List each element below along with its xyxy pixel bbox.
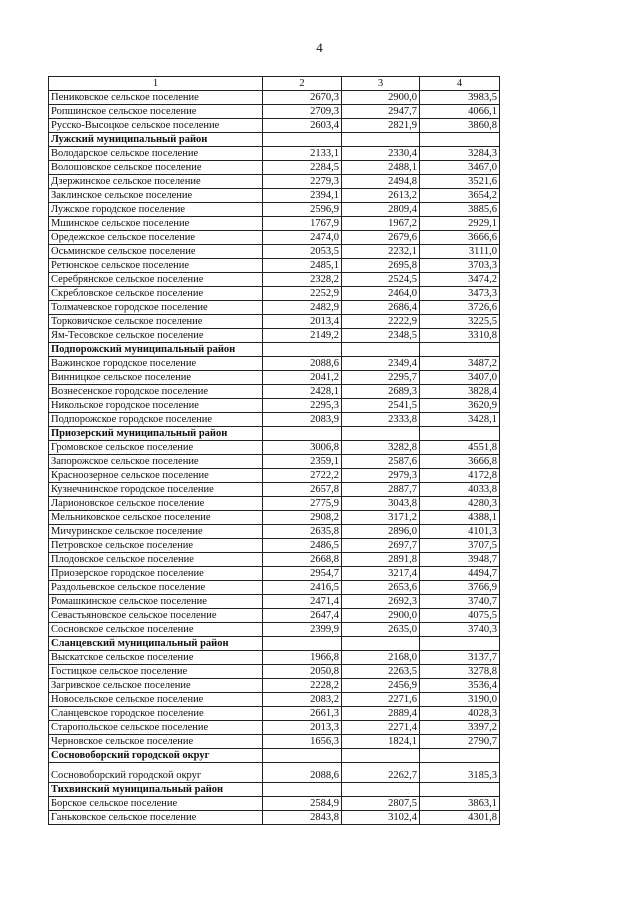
settlement-name: Сосновоборский городской округ xyxy=(49,763,263,783)
settlement-name: Красноозерное сельское поселение xyxy=(49,469,263,483)
table-row xyxy=(49,721,500,735)
column-header-3: 3 xyxy=(342,77,420,91)
empty-cell xyxy=(263,343,342,357)
value-col2: 2133,1 xyxy=(263,147,342,161)
value-col2: 2775,9 xyxy=(263,497,342,511)
settlement-name: Раздольевское сельское поселение xyxy=(49,581,263,595)
table-row xyxy=(49,231,500,245)
value-col3: 2692,3 xyxy=(342,595,420,609)
value-col2: 2647,4 xyxy=(263,609,342,623)
settlement-name: Дзержинское сельское поселение xyxy=(49,175,263,189)
value-col3: 2349,4 xyxy=(342,357,420,371)
value-col2: 2908,2 xyxy=(263,511,342,525)
settlement-name: Торковичское сельское поселение xyxy=(49,315,263,329)
value-col4: 3397,2 xyxy=(420,721,500,735)
value-col4: 3190,0 xyxy=(420,693,500,707)
settlement-name: Подпорожское городское поселение xyxy=(49,413,263,427)
value-col3: 2456,9 xyxy=(342,679,420,693)
settlement-name: Петровское сельское поселение xyxy=(49,539,263,553)
value-col2: 2279,3 xyxy=(263,175,342,189)
value-col2: 2722,2 xyxy=(263,469,342,483)
empty-cell xyxy=(420,783,500,797)
value-col4: 4280,3 xyxy=(420,497,500,511)
value-col3: 2464,0 xyxy=(342,287,420,301)
value-col2: 2596,9 xyxy=(263,203,342,217)
empty-cell xyxy=(342,343,420,357)
value-col2: 1656,3 xyxy=(263,735,342,749)
empty-cell xyxy=(342,783,420,797)
table-row xyxy=(49,189,500,203)
value-col4: 3885,6 xyxy=(420,203,500,217)
value-col3: 2295,7 xyxy=(342,371,420,385)
settlement-name: Мичуринское сельское поселение xyxy=(49,525,263,539)
district-row xyxy=(49,783,500,797)
value-col4: 3185,3 xyxy=(420,763,500,783)
value-col2: 2482,9 xyxy=(263,301,342,315)
value-col2: 2428,1 xyxy=(263,385,342,399)
settlement-name: Лужское городское поселение xyxy=(49,203,263,217)
settlement-name: Выскатское сельское поселение xyxy=(49,651,263,665)
table-row xyxy=(49,175,500,189)
value-col2: 2474,0 xyxy=(263,231,342,245)
value-col2: 3006,8 xyxy=(263,441,342,455)
value-col3: 2686,4 xyxy=(342,301,420,315)
settlement-name: Оредежское сельское поселение xyxy=(49,231,263,245)
table-row xyxy=(49,693,500,707)
column-header-2: 2 xyxy=(263,77,342,91)
value-col3: 2896,0 xyxy=(342,525,420,539)
value-col4: 3473,3 xyxy=(420,287,500,301)
page-number: 4 xyxy=(316,40,323,55)
settlement-name: Пениковское сельское поселение xyxy=(49,91,263,105)
value-col3: 2900,0 xyxy=(342,91,420,105)
value-col4: 4075,5 xyxy=(420,609,500,623)
settlement-name: Сосновское сельское поселение xyxy=(49,623,263,637)
settlement-name: Севастьяновское сельское поселение xyxy=(49,609,263,623)
value-col3: 2271,6 xyxy=(342,693,420,707)
settlement-name: Скребловское сельское поселение xyxy=(49,287,263,301)
table-row xyxy=(49,91,500,105)
header-row xyxy=(49,77,500,91)
table-row xyxy=(49,399,500,413)
table-row xyxy=(49,483,500,497)
table-row xyxy=(49,315,500,329)
table-row xyxy=(49,679,500,693)
settlement-name: Запорожское сельское поселение xyxy=(49,455,263,469)
table-body xyxy=(49,77,500,825)
value-col3: 1967,2 xyxy=(342,217,420,231)
table-row xyxy=(49,385,500,399)
value-col4: 3726,6 xyxy=(420,301,500,315)
district-name: Сосновоборский городской округ xyxy=(49,749,263,763)
settlement-name: Громовское сельское поселение xyxy=(49,441,263,455)
value-col4: 3666,6 xyxy=(420,231,500,245)
value-col2: 2088,6 xyxy=(263,357,342,371)
empty-cell xyxy=(420,133,500,147)
table-row xyxy=(49,623,500,637)
value-col3: 2679,6 xyxy=(342,231,420,245)
settlement-name: Ретюнское сельское поселение xyxy=(49,259,263,273)
value-col2: 2083,2 xyxy=(263,693,342,707)
value-col4: 3225,5 xyxy=(420,315,500,329)
value-col2: 2668,8 xyxy=(263,553,342,567)
value-col4: 3703,3 xyxy=(420,259,500,273)
settlement-name: Сланцевское городское поселение xyxy=(49,707,263,721)
value-col4: 3863,1 xyxy=(420,797,500,811)
value-col2: 2486,5 xyxy=(263,539,342,553)
value-col4: 4494,7 xyxy=(420,567,500,581)
value-col3: 3102,4 xyxy=(342,811,420,825)
value-col3: 2524,5 xyxy=(342,273,420,287)
value-col3: 2613,2 xyxy=(342,189,420,203)
value-col3: 2821,9 xyxy=(342,119,420,133)
settlement-name: Никольское городское поселение xyxy=(49,399,263,413)
value-col3: 2541,5 xyxy=(342,399,420,413)
value-col3: 2900,0 xyxy=(342,609,420,623)
table-row xyxy=(49,511,500,525)
table-row xyxy=(49,763,500,783)
value-col3: 2348,5 xyxy=(342,329,420,343)
value-col3: 2494,8 xyxy=(342,175,420,189)
value-col3: 2330,4 xyxy=(342,147,420,161)
value-col2: 2670,3 xyxy=(263,91,342,105)
value-col4: 3278,8 xyxy=(420,665,500,679)
empty-cell xyxy=(342,427,420,441)
value-col2: 2013,4 xyxy=(263,315,342,329)
value-col4: 3740,7 xyxy=(420,595,500,609)
table-row xyxy=(49,203,500,217)
value-col3: 2333,8 xyxy=(342,413,420,427)
settlement-name: Кузнечнинское городское поселение xyxy=(49,483,263,497)
empty-cell xyxy=(420,749,500,763)
table-row xyxy=(49,105,500,119)
value-col4: 3487,2 xyxy=(420,357,500,371)
table-row xyxy=(49,553,500,567)
table-row xyxy=(49,161,500,175)
value-col2: 2635,8 xyxy=(263,525,342,539)
value-col3: 2263,5 xyxy=(342,665,420,679)
district-name: Тихвинский муниципальный район xyxy=(49,783,263,797)
value-col4: 3521,6 xyxy=(420,175,500,189)
settlement-name: Старопольское сельское поселение xyxy=(49,721,263,735)
value-col3: 2635,0 xyxy=(342,623,420,637)
table-row xyxy=(49,301,500,315)
table-row xyxy=(49,119,500,133)
value-col4: 4388,1 xyxy=(420,511,500,525)
value-col3: 2488,1 xyxy=(342,161,420,175)
value-col2: 2252,9 xyxy=(263,287,342,301)
value-col4: 3707,5 xyxy=(420,539,500,553)
value-col3: 2891,8 xyxy=(342,553,420,567)
value-col4: 3740,3 xyxy=(420,623,500,637)
settlement-name: Ларионовское сельское поселение xyxy=(49,497,263,511)
value-col4: 3654,2 xyxy=(420,189,500,203)
district-row xyxy=(49,133,500,147)
value-col2: 1966,8 xyxy=(263,651,342,665)
value-col2: 2013,3 xyxy=(263,721,342,735)
value-col4: 2790,7 xyxy=(420,735,500,749)
settlement-name: Винницкое сельское поселение xyxy=(49,371,263,385)
settlement-name: Ганьковское сельское поселение xyxy=(49,811,263,825)
value-col4: 3137,7 xyxy=(420,651,500,665)
settlement-name: Серебрянское сельское поселение xyxy=(49,273,263,287)
value-col4: 3860,8 xyxy=(420,119,500,133)
value-col2: 2471,4 xyxy=(263,595,342,609)
value-col4: 3666,8 xyxy=(420,455,500,469)
table-row xyxy=(49,469,500,483)
district-row xyxy=(49,427,500,441)
value-col2: 2050,8 xyxy=(263,665,342,679)
value-col2: 2584,9 xyxy=(263,797,342,811)
value-col4: 4101,3 xyxy=(420,525,500,539)
value-col4: 3407,0 xyxy=(420,371,500,385)
table-row xyxy=(49,441,500,455)
value-col3: 2653,6 xyxy=(342,581,420,595)
table-row xyxy=(49,539,500,553)
empty-cell xyxy=(263,637,342,651)
table-row xyxy=(49,581,500,595)
value-col4: 4551,8 xyxy=(420,441,500,455)
table-row xyxy=(49,497,500,511)
value-col2: 2359,1 xyxy=(263,455,342,469)
settlement-name: Толмачевское городское поселение xyxy=(49,301,263,315)
settlement-name: Вознесенское городское поселение xyxy=(49,385,263,399)
table-row xyxy=(49,413,500,427)
value-col3: 2947,7 xyxy=(342,105,420,119)
value-col3: 2809,4 xyxy=(342,203,420,217)
table-row xyxy=(49,651,500,665)
settlement-name: Ропшинское сельское поселение xyxy=(49,105,263,119)
value-col4: 3828,4 xyxy=(420,385,500,399)
value-col4: 4172,8 xyxy=(420,469,500,483)
table-row xyxy=(49,735,500,749)
empty-cell xyxy=(420,343,500,357)
empty-cell xyxy=(420,637,500,651)
value-col2: 2053,5 xyxy=(263,245,342,259)
data-table xyxy=(48,76,500,825)
value-col2: 2083,9 xyxy=(263,413,342,427)
value-col4: 3284,3 xyxy=(420,147,500,161)
value-col3: 3217,4 xyxy=(342,567,420,581)
column-header-1: 1 xyxy=(49,77,263,91)
value-col2: 2485,1 xyxy=(263,259,342,273)
empty-cell xyxy=(263,783,342,797)
table-row xyxy=(49,147,500,161)
value-col2: 2284,5 xyxy=(263,161,342,175)
value-col3: 2689,3 xyxy=(342,385,420,399)
settlement-name: Плодовское сельское поселение xyxy=(49,553,263,567)
empty-cell xyxy=(263,427,342,441)
settlement-name: Мшинское сельское поселение xyxy=(49,217,263,231)
value-col3: 2168,0 xyxy=(342,651,420,665)
table-row xyxy=(49,707,500,721)
settlement-name: Приозерское городское поселение xyxy=(49,567,263,581)
value-col3: 2979,3 xyxy=(342,469,420,483)
empty-cell xyxy=(342,133,420,147)
settlement-name: Важинское городское поселение xyxy=(49,357,263,371)
value-col4: 3467,0 xyxy=(420,161,500,175)
settlement-name: Загривское сельское поселение xyxy=(49,679,263,693)
table-row xyxy=(49,525,500,539)
table-row xyxy=(49,455,500,469)
value-col3: 2887,7 xyxy=(342,483,420,497)
table-row xyxy=(49,371,500,385)
district-name: Лужский муниципальный район xyxy=(49,133,263,147)
value-col3: 1824,1 xyxy=(342,735,420,749)
settlement-name: Волошовское сельское поселение xyxy=(49,161,263,175)
value-col3: 2587,6 xyxy=(342,455,420,469)
value-col3: 3043,8 xyxy=(342,497,420,511)
value-col2: 2843,8 xyxy=(263,811,342,825)
settlement-name: Черновское сельское поселение xyxy=(49,735,263,749)
value-col4: 4301,8 xyxy=(420,811,500,825)
value-col4: 3310,8 xyxy=(420,329,500,343)
value-col2: 2603,4 xyxy=(263,119,342,133)
value-col2: 2328,2 xyxy=(263,273,342,287)
value-col4: 4028,3 xyxy=(420,707,500,721)
settlement-name: Русско-Высоцкое сельское поселение xyxy=(49,119,263,133)
settlement-name: Мельниковское сельское поселение xyxy=(49,511,263,525)
value-col3: 2222,9 xyxy=(342,315,420,329)
value-col2: 2088,6 xyxy=(263,763,342,783)
value-col2: 2416,5 xyxy=(263,581,342,595)
table-row xyxy=(49,329,500,343)
settlement-name: Осьминское сельское поселение xyxy=(49,245,263,259)
table-row xyxy=(49,245,500,259)
column-header-4: 4 xyxy=(420,77,500,91)
value-col2: 2295,3 xyxy=(263,399,342,413)
empty-cell xyxy=(263,749,342,763)
value-col2: 2954,7 xyxy=(263,567,342,581)
value-col4: 3536,4 xyxy=(420,679,500,693)
table-row xyxy=(49,811,500,825)
district-name: Подпорожский муниципальный район xyxy=(49,343,263,357)
value-col4: 3111,0 xyxy=(420,245,500,259)
district-row xyxy=(49,343,500,357)
value-col2: 2661,3 xyxy=(263,707,342,721)
value-col2: 1767,9 xyxy=(263,217,342,231)
empty-cell xyxy=(342,637,420,651)
value-col2: 2657,8 xyxy=(263,483,342,497)
value-col3: 2889,4 xyxy=(342,707,420,721)
value-col4: 3620,9 xyxy=(420,399,500,413)
value-col4: 3474,2 xyxy=(420,273,500,287)
table-row xyxy=(49,357,500,371)
settlement-name: Гостицкое сельское поселение xyxy=(49,665,263,679)
empty-cell xyxy=(342,749,420,763)
value-col4: 4066,1 xyxy=(420,105,500,119)
settlement-name: Володарское сельское поселение xyxy=(49,147,263,161)
settlement-name: Новосельское сельское поселение xyxy=(49,693,263,707)
value-col3: 2262,7 xyxy=(342,763,420,783)
value-col4: 3428,1 xyxy=(420,413,500,427)
value-col2: 2041,2 xyxy=(263,371,342,385)
value-col2: 2709,3 xyxy=(263,105,342,119)
value-col2: 2399,9 xyxy=(263,623,342,637)
value-col2: 2394,1 xyxy=(263,189,342,203)
value-col3: 2697,7 xyxy=(342,539,420,553)
value-col2: 2149,2 xyxy=(263,329,342,343)
value-col3: 2271,4 xyxy=(342,721,420,735)
value-col4: 3983,5 xyxy=(420,91,500,105)
settlement-name: Ромашкинское сельское поселение xyxy=(49,595,263,609)
table-row xyxy=(49,797,500,811)
value-col4: 3766,9 xyxy=(420,581,500,595)
table-row xyxy=(49,567,500,581)
table-row xyxy=(49,665,500,679)
empty-cell xyxy=(263,133,342,147)
table-row xyxy=(49,217,500,231)
value-col3: 3171,2 xyxy=(342,511,420,525)
table-row xyxy=(49,259,500,273)
district-name: Сланцевский муниципальный район xyxy=(49,637,263,651)
table-row xyxy=(49,287,500,301)
value-col3: 2695,8 xyxy=(342,259,420,273)
value-col3: 3282,8 xyxy=(342,441,420,455)
district-row xyxy=(49,637,500,651)
value-col3: 2232,1 xyxy=(342,245,420,259)
value-col4: 2929,1 xyxy=(420,217,500,231)
value-col4: 3948,7 xyxy=(420,553,500,567)
table-row xyxy=(49,273,500,287)
table-row xyxy=(49,609,500,623)
value-col3: 2807,5 xyxy=(342,797,420,811)
settlement-name: Ям-Тесовское сельское поселение xyxy=(49,329,263,343)
value-col2: 2228,2 xyxy=(263,679,342,693)
value-col4: 4033,8 xyxy=(420,483,500,497)
district-row xyxy=(49,749,500,763)
empty-cell xyxy=(420,427,500,441)
settlement-name: Борское сельское поселение xyxy=(49,797,263,811)
settlement-name: Заклинское сельское поселение xyxy=(49,189,263,203)
table-row xyxy=(49,595,500,609)
district-name: Приозерский муниципальный район xyxy=(49,427,263,441)
